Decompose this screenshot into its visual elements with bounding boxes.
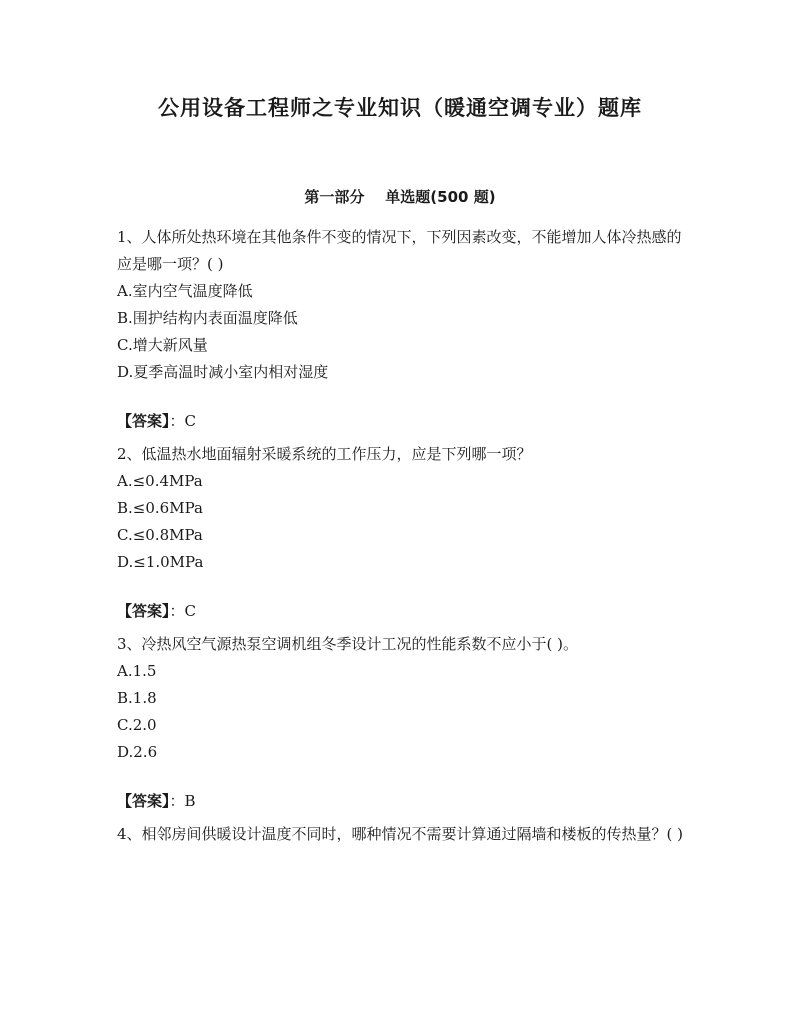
- answer-separator: ：: [169, 412, 185, 430]
- option-c: C.增大新风量: [117, 336, 208, 354]
- question-list: [117, 224, 687, 848]
- answer-line: [117, 408, 687, 435]
- option-b: B.1.8: [117, 689, 157, 707]
- question-block: [117, 441, 687, 625]
- option-a: A.≤0.4MPa: [117, 472, 203, 490]
- question-stem: 1、人体所处热环境在其他条件不变的情况下，下列因素改变，不能增加人体冷热感的应是哪一项？( ): [117, 228, 682, 273]
- question-stem: 2、低温热水地面辐射采暖系统的工作压力，应是下列哪一项？: [117, 445, 532, 463]
- answer-label: 【答案】: [117, 602, 170, 620]
- answer-label: 【答案】: [117, 412, 170, 430]
- section-heading: 第一部分 单选题(500 题): [304, 188, 496, 206]
- question-block: [117, 224, 687, 435]
- answer-value: B: [184, 792, 196, 810]
- option-a: A.1.5: [117, 662, 157, 680]
- answer-line: [117, 598, 687, 625]
- question-stem: 3、冷热风空气源热泵空调机组冬季设计工况的性能系数不应小于( )。: [117, 635, 579, 653]
- answer-separator: ：: [169, 792, 185, 810]
- answer-label: 【答案】: [117, 792, 170, 810]
- option-d: D.夏季高温时减小室内相对湿度: [117, 363, 329, 381]
- document-title: 公用设备工程师之专业知识（暖通空调专业）题库: [158, 96, 642, 120]
- option-b: B.围护结构内表面温度降低: [117, 309, 298, 327]
- answer-value: C: [184, 412, 197, 430]
- question-stem: 4、相邻房间供暖设计温度不同时，哪种情况不需要计算通过隔墙和楼板的传热量？( ): [117, 825, 684, 843]
- question-block: [117, 631, 687, 815]
- option-d: D.2.6: [117, 743, 158, 761]
- option-d: D.≤1.0MPa: [117, 553, 204, 571]
- option-c: C.2.0: [117, 716, 157, 734]
- option-c: C.≤0.8MPa: [117, 526, 203, 544]
- answer-line: [117, 788, 687, 815]
- question-block: [117, 821, 687, 848]
- option-b: B.≤0.6MPa: [117, 499, 203, 517]
- option-a: A.室内空气温度降低: [117, 282, 253, 300]
- answer-separator: ：: [169, 602, 185, 620]
- answer-value: C: [184, 602, 197, 620]
